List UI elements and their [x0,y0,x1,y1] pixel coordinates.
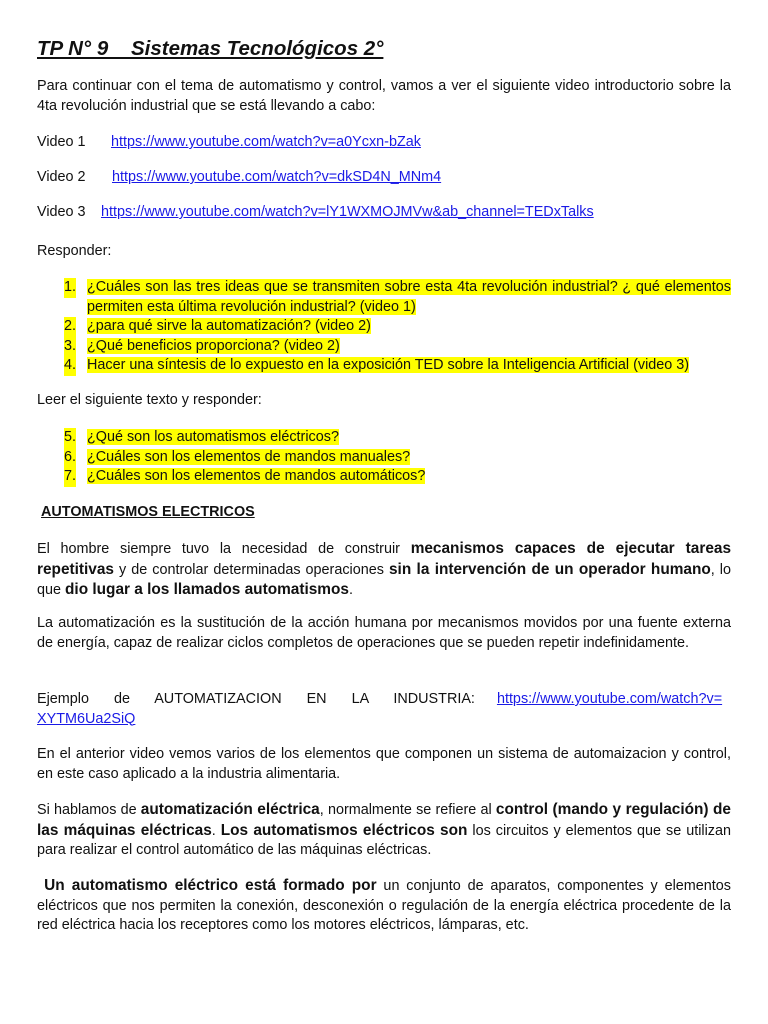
text-run-bold: control (mando y regulación) de las máquinas eléctricas [37,801,731,839]
question-text: ¿Cuáles son los elementos de mandos automáticos? [87,468,426,484]
question-number: 1. [64,278,76,298]
text-run-bold: mecanismos capaces de ejecutar tareas repetitivas [37,540,732,578]
paragraph-5 [37,800,731,861]
paragraph-4: En el anterior video vemos varios de los elementos que componen un sistema de automaizacion y control, en este caso aplicado a la industria alimentaria. [37,746,731,782]
list-item [37,278,731,317]
responder-label: Responder: [37,243,112,259]
question-text: ¿Cuáles son los elementos de mandos manuales? [87,448,411,465]
question-number: 7. [64,467,76,487]
page-title: TP N° 9 Sistemas Tecnológicos 2° [37,37,384,60]
text-run: los circuitos y elementos que se utilizan para realizar el control automático de las máquinas eléctricas. [37,822,731,858]
question-number: 5. [64,428,76,448]
example-label: Ejemplo de AUTOMATIZACION EN LA INDUSTRIA: [37,691,475,707]
question-number: 6. [64,448,76,468]
list-item [37,317,731,337]
video-link[interactable]: https://www.youtube.com/watch?v=dkSD4N_MNm4 [112,169,442,185]
question-number: 3. [64,337,76,357]
example-video-link[interactable]: https://www.youtube.com/watch?v=XYTM6Ua2SiQ [37,691,723,727]
questions-list-b [37,428,731,487]
section-heading: AUTOMATISMOS ELECTRICOS [41,504,255,520]
video-line-2 [37,168,731,188]
list-item [37,356,731,376]
video-label: Video 1 [37,134,86,150]
question-text: ¿Qué son los automatismos eléctricos? [87,429,339,445]
video-label: Video 3 [37,204,86,220]
text-run-bold: Los automatismos eléctricos son [220,821,468,839]
question-text: Hacer una síntesis de lo expuesto en la exposición TED sobre la Inteligencia Artificial (video 3) [87,357,690,373]
list-item [37,428,731,448]
question-number: 4. [64,356,76,376]
text-run-bold: sin la intervención de un operador humano [389,560,711,578]
list-item [37,337,731,357]
question-text: ¿Cuáles son las tres ideas que se transmiten sobre esta 4ta revolución industrial? ¿ qué elementos permiten esta última revolución industrial? (video 1) [87,279,731,315]
question-number: 2. [64,317,76,337]
text-run-bold: Un automatismo eléctrico está formado por [37,877,377,894]
text-run: un conjunto de aparatos, componentes y elementos eléctricos que nos permiten la conexión, desconexión o regulación de la energía eléctrica procedente de la red eléctrica hacia los receptores como los motores eléctricos, lámparas, etc. [37,878,731,933]
text-run: Si hablamos de [37,802,141,818]
text-run: . [348,582,353,598]
paragraph-6 [37,876,731,936]
text-run: El hombre siempre tuvo la necesidad de construir [37,541,411,557]
question-text: ¿para qué sirve la automatización? (video 2) [87,318,371,334]
paragraph-1 [37,539,731,601]
video-label: Video 2 [37,169,86,185]
list-item [37,448,731,468]
paragraph-2: La automatización es la sustitución de la acción humana por mecanismos movidos por una fuente externa de energía, capaz de realizar ciclos completos de operaciones que se pueden repetir indefinidamente. [37,615,731,651]
leer-label: Leer el siguiente texto y responder: [37,392,262,408]
question-text: ¿Qué beneficios proporciona? (video 2) [87,337,340,354]
video-link[interactable]: https://www.youtube.com/watch?v=a0Ycxn-bZak [111,134,421,150]
text-run-bold: dio lugar a los llamados automatismos [65,581,349,598]
text-run: . [211,822,221,839]
questions-list-a [37,278,731,376]
video-link[interactable]: https://www.youtube.com/watch?v=lY1WXMOJMVw&ab_channel=TEDxTalks [101,204,594,220]
intro-paragraph: Para continuar con el tema de automatismo y control, vamos a ver el siguiente video introductorio sobre la 4ta revolución industrial que se está llevando a cabo: [37,78,731,114]
video-line-1 [37,133,731,153]
text-run-bold: automatización eléctrica [140,801,320,818]
text-run: y de controlar determinadas operaciones [114,561,389,578]
video-line-3 [37,203,731,223]
list-item [37,467,731,487]
text-run: , normalmente se refiere al [319,802,496,818]
text-run: , lo que [37,561,731,598]
paragraph-3 [37,690,731,729]
